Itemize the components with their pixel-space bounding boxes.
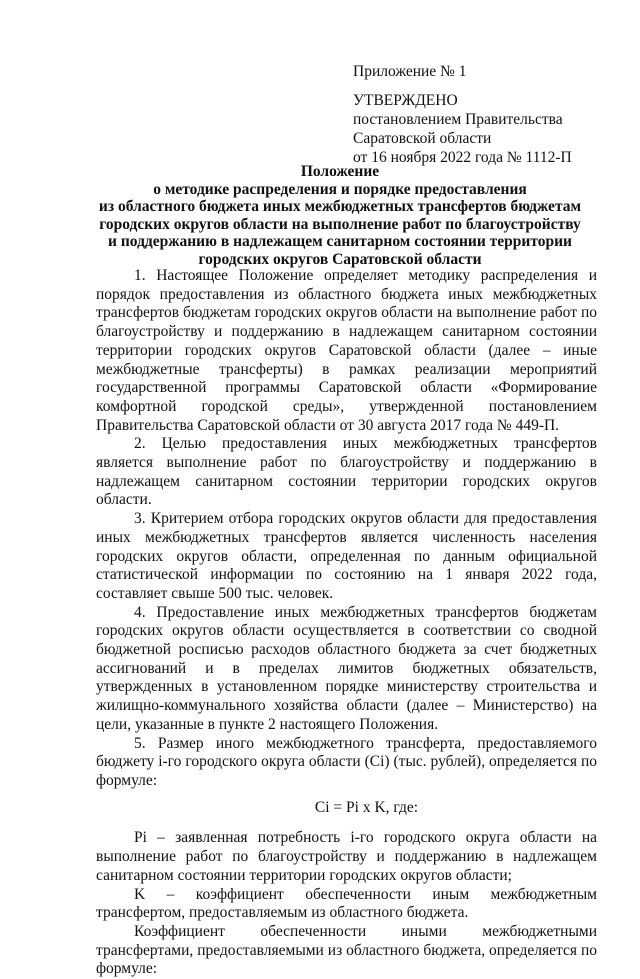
definition-p: Pi – заявленная потребность i-го городского округа области на выполнение работ по благоустройству и поддержанию в надлежащем санитарном состоянии территории городских округов области; (96, 829, 597, 884)
definition-k: K – коэффициент обеспеченности иным межбюджетным трансфертом, предоставляемым из областного бюджета. (96, 885, 597, 922)
document-body (96, 267, 597, 979)
formula: Ci = Pi x K, где: (314, 798, 419, 816)
document-heading (80, 163, 600, 269)
paragraph-5: 5. Размер иного межбюджетного трансферта, предоставляемого бюджету i-го городского округа области (Ci) (тыс. рублей), определяется по формуле: (96, 734, 597, 789)
paragraph-2: 2. Целью предоставления иных межбюджетных трансфертов является выполнение работ по благоустройству и поддержанию в надлежащем санитарном состоянии территории городских округов области. (96, 435, 597, 509)
approval-line-3: от 16 ноября 2022 года № 1112-П (353, 149, 572, 166)
heading-title: Положение (300, 163, 380, 180)
approval-line-1: постановлением Правительства (353, 111, 563, 128)
approved-stamp-text: УТВЕРЖДЕНО (353, 92, 458, 109)
paragraph-4: 4. Предоставление иных межбюджетных трансфертов бюджетам городских округов области осуществляется в соответствии со сводной бюджетной росписью расходов областного бюджета за счет бюджетных ассигнований и в пределах лимитов бюджетных обязательств, утвержденных в установленном порядке министерству строительства и жилищно-коммунального хозяйства области (далее – Министерство) на цели, указанные в пункте 2 настоящего Положения. (96, 603, 597, 733)
paragraph-3: 3. Критерием отбора городских округов области для предоставления иных межбюджетных трансфертов является численность населения городских округов области, определенная по данным официальной статистической информации по состоянию на 1 января 2022 года, составляет свыше 500 тыс. человек. (96, 510, 597, 602)
heading-line: и поддержанию в надлежащем санитарном состоянии территории (108, 233, 572, 251)
definition-intro: Коэффициент обеспеченности иными межбюджетными трансфертами, предоставляемыми из областного бюджета, определяется по формуле: (96, 922, 597, 978)
appendix-number: Приложение № 1 (353, 63, 467, 80)
heading-line: из областного бюджета иных межбюджетных трансфертов бюджетам (98, 198, 582, 216)
heading-line: городских округов области на выполнение работ по благоустройству (99, 215, 581, 233)
paragraph-1: 1. Настоящее Положение определяет методику распределения и порядок предоставления из областного бюджета иных межбюджетных трансфертов бюджетам городских округов области на выполнение работ по благоустройству и поддержанию в надлежащем санитарном состоянии территории городских округов Саратовской области (далее – иные межбюджетные трансферты) в рамках реализации мероприятий государственной программы Саратовской области «Формирование комфортной городской среды», утвержденной постановлением Правительства Саратовской области от 30 августа 2017 года № 449-П. (96, 267, 597, 434)
approval-line-2: Саратовской области (353, 130, 492, 147)
approval-block (353, 62, 613, 167)
heading-line: о методике распределения и порядке предоставления (153, 180, 527, 198)
heading-line: городских округов Саратовской области (198, 250, 482, 268)
